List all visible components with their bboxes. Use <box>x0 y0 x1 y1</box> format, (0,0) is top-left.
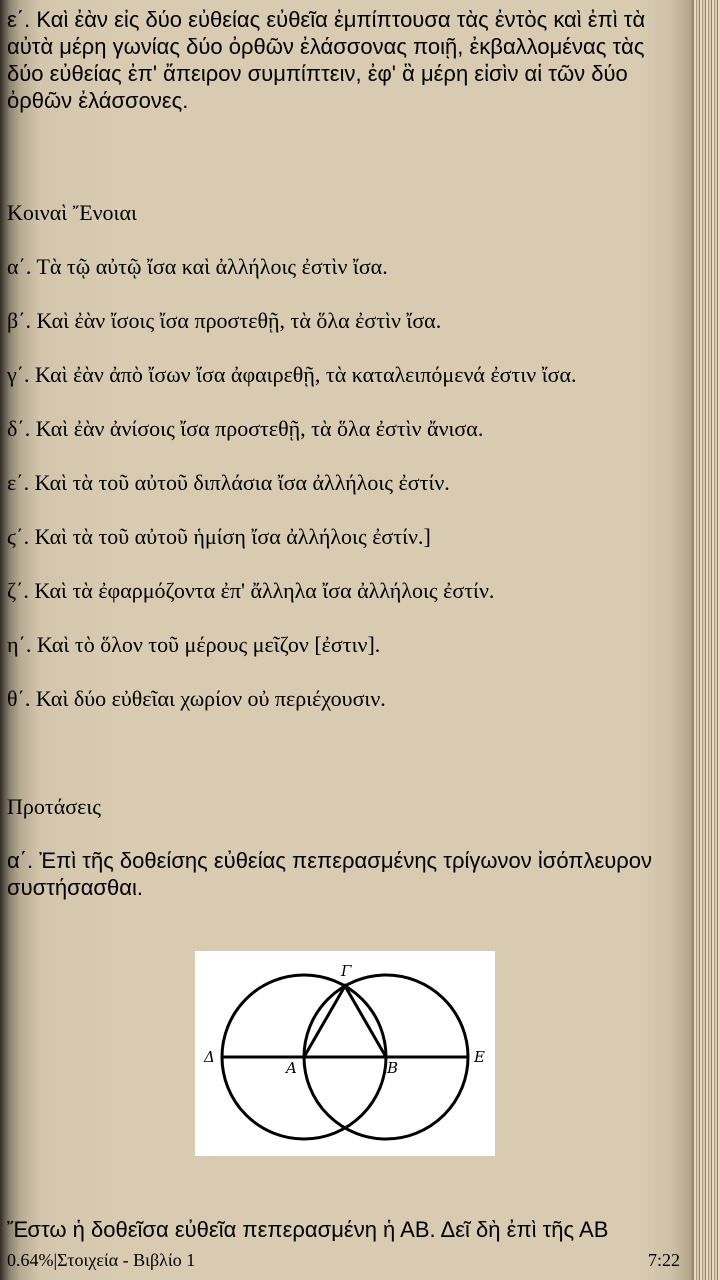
euclid-figure-svg <box>195 951 495 1156</box>
common-notion-item: α΄. Τὰ τῷ αὐτῷ ἴσα καὶ ἀλλήλοις ἐστὶν ἴσα. <box>7 254 388 279</box>
common-notion-item: δ΄. Καὶ ἐὰν ἀνίσοις ἴσα προστεθῇ, τὰ ὅλα ἐστὶν ἄνισα. <box>7 416 484 441</box>
postulate-paragraph: ε΄. Καὶ ἐὰν εἰς δύο εὐθείας εὐθεῖα ἐμπίπτουσα τὰς ἐντὸς καὶ ἐπὶ τὰ αὐτὰ μέρη γωνίας δύο ὀρθῶν ἐλάσσονας ποιῇ, ἐκβαλλομένας τὰς δύο εὐθείας ἐπ' ἄπειρον συμπίπτειν, ἐφ' ἃ μέρη εἰσὶν αἱ τῶν δύο ὀρθῶν ἐλάσσονες. <box>7 7 646 113</box>
label-e: Ε <box>474 1048 485 1066</box>
common-notion-item: γ΄. Καὶ ἐὰν ἀπὸ ἴσων ἴσα ἀφαιρεθῇ, τὰ καταλειπόμενά ἐστιν ἴσα. <box>7 362 577 387</box>
common-notion-item: ζ΄. Καὶ τὰ ἐφαρμόζοντα ἐπ' ἄλληλα ἴσα ἀλλήλοις ἐστίν. <box>7 578 495 603</box>
clock: 7:22 <box>647 1250 680 1270</box>
common-notion-item: η΄. Καὶ τὸ ὅλον τοῦ μέρους μεῖζον [ἐστιν]. <box>7 632 381 657</box>
reading-progress <box>7 1250 195 1271</box>
common-notions-heading: Κοιναὶ Ἔνοιαι <box>7 200 137 225</box>
label-b: Β <box>387 1059 399 1077</box>
proof-first-line: Ἔστω ἡ δοθεῖσα εὐθεῖα πεπερασμένη ἡ ΑΒ. Δεῖ δὴ ἐπὶ τῆς ΑΒ <box>7 1217 609 1242</box>
label-delta: Δ <box>204 1048 215 1066</box>
triangle-sides <box>304 986 386 1057</box>
common-notion-item: β΄. Καὶ ἐὰν ἴσοις ἴσα προστεθῇ, τὰ ὅλα ἐστὶν ἴσα. <box>7 308 442 333</box>
common-notion-item: ϛ΄. Καὶ τὰ τοῦ αὐτοῦ ἡμίση ἴσα ἀλλήλοις ἐστίν.] <box>7 524 431 549</box>
reader-status-bar <box>0 1248 694 1276</box>
book-title: Στοιχεία - Βιβλίο 1 <box>57 1250 196 1270</box>
book-text <box>7 6 685 1242</box>
label-gamma: Γ <box>341 962 352 980</box>
progress-percent: 0.64% <box>7 1250 54 1270</box>
label-a: Α <box>286 1059 297 1077</box>
progress-separator: | <box>53 1250 58 1270</box>
proposition-1-text: α΄. Ἐπὶ τῆς δοθείσης εὐθείας πεπερασμένης τρίγωνον ἰσόπλευρον συστήσασθαι. <box>7 848 653 900</box>
propositions-heading: Προτάσεις <box>7 794 101 819</box>
page-edges-decoration <box>694 0 720 1280</box>
proposition-1-figure <box>195 951 495 1156</box>
common-notion-item: ε΄. Καὶ τὰ τοῦ αὐτοῦ διπλάσια ἴσα ἀλλήλοις ἐστίν. <box>7 470 450 495</box>
common-notion-item: θ΄. Καὶ δύο εὐθεῖαι χωρίον οὐ περιέχουσιν. <box>7 686 386 711</box>
